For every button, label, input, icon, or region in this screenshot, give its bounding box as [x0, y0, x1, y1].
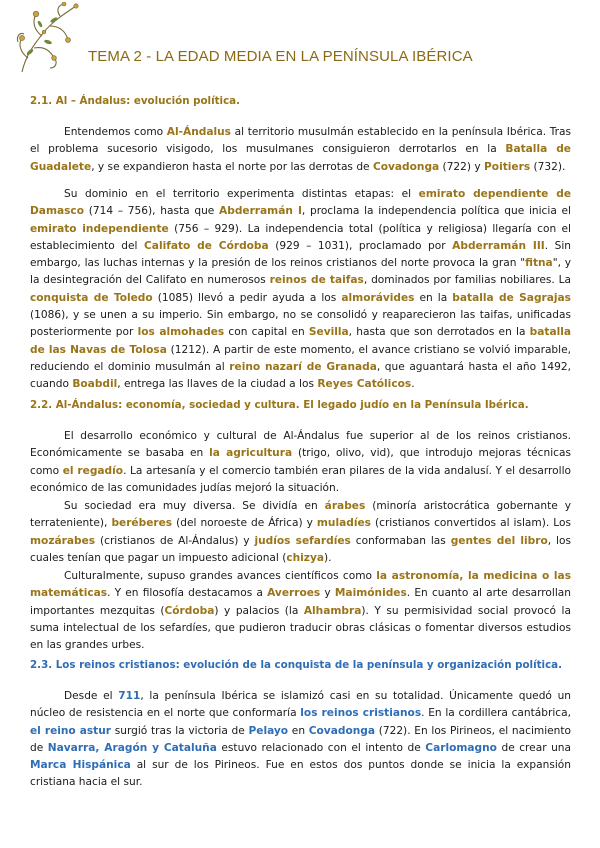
- highlight-term: Abderramán III: [452, 239, 545, 252]
- section-heading-2: 2.2. Al-Ándalus: economía, sociedad y cultura. El legado judío en la Península Ibérica.: [30, 399, 529, 411]
- section-heading-1: 2.1. Al – Ándalus: evolución política.: [30, 95, 241, 107]
- highlight-term: fitna: [525, 257, 553, 270]
- highlight-term: Córdoba: [164, 604, 215, 617]
- section-heading-3: 2.3. Los reinos cristianos: evolución de la conquista de la península y organización política.: [30, 659, 563, 671]
- paragraph-2-1: El desarrollo económico y cultural de Al-Ándalus fue superior al de los reinos cristianos. Económicamente se basaba en la agricultura (trigo, olivo, vid), que introdujo mejoras técnicas como el regadío. La artesanía y el comercio también eran pilares de la vida andalusí. Y el desarrollo económico de las comunidades judías mejoró la situación.: [30, 430, 572, 494]
- highlight-term: gentes del libro: [450, 534, 548, 547]
- highlight-term: Covadonga: [308, 724, 375, 737]
- highlight-term: batalla de las Navas de Tolosa: [30, 326, 572, 356]
- floral-ornament-icon: [14, 2, 88, 74]
- highlight-term: Covadonga: [372, 160, 440, 173]
- highlight-term: Abderramán I: [219, 205, 302, 218]
- paragraph-1-2: Su dominio en el territorio experimenta distintas etapas: el emirato dependiente de Damasco (714 – 756), hasta que Abderramán I, proclama la independencia política que inicia el emirato independiente (756 – 929). La independencia total (política y religiosa) llegaría con el establecimiento del Califato de Córdoba (929 – 1031), proclamado por Abderramán III. Sin embargo, las luchas internas y la presión de los reinos cristianos del norte provoca la gran "fitna", y la desintegración del Califato en numerosos reinos de taifas, dominados por familias nobiliares. La conquista de Toledo (1085) llevó a pedir ayuda a los almorávides en la batalla de Sagrajas (1086), y se unen a su imperio. Sin embargo, no se consolidó y reaparecieron las taifas, unificadas posteriormente por los almohades con capital en Sevilla, hasta que son derrotados en la batalla de las Navas de Tolosa (1212). A partir de este momento, el avance cristiano se volvió imparable, reduciendo el dominio musulmán al reino nazarí de Granada, que aguantará hasta el año 1492, cuando Boabdil, entrega las llaves de la ciudad a los Reyes Católicos.: [30, 188, 572, 391]
- highlight-term: reinos de taifas: [269, 274, 364, 287]
- highlight-term: Maimónides: [334, 587, 407, 600]
- highlight-term: Averroes: [267, 587, 321, 600]
- page-title: TEMA 2 - LA EDAD MEDIA EN LA PENÍNSULA IBÉRICA: [88, 48, 473, 65]
- highlight-term: Reyes Católicos: [317, 378, 412, 391]
- highlight-term: la astronomía, la medicina o las matemáticas: [30, 570, 571, 600]
- highlight-term: conquista de Toledo: [30, 291, 153, 304]
- highlight-term: Batalla de Guadalete: [30, 143, 571, 173]
- highlight-term: Marca Hispánica: [30, 759, 131, 772]
- highlight-term: Sevilla: [308, 326, 349, 339]
- highlight-term: la agricultura: [209, 447, 293, 460]
- highlight-term: judíos sefardíes: [254, 534, 351, 547]
- paragraph-2-2: Su sociedad era muy diversa. Se dividía en árabes (minoría aristocrática gobernante y terrateniente), beréberes (del noroeste de África) y muladíes (cristianos convertidos al islam). Los mozárabes (cristianos de Al-Ándalus) y judíos sefardíes conformaban las gentes del libro, los cuales tenían que pagar un impuesto adicional (chizya).: [30, 500, 572, 564]
- highlight-term: Poitiers: [484, 160, 531, 173]
- highlight-term: emirato independiente: [30, 222, 169, 235]
- highlight-term: los almohades: [137, 326, 225, 339]
- highlight-term: almorávides: [341, 291, 415, 304]
- paragraph-2-3: Culturalmente, supuso grandes avances científicos como la astronomía, la medicina o las matemáticas. Y en filosofía destacamos a Averroes y Maimónides. En cuanto al arte desarrollan importantes mezquitas (Córdoba) y palacios (la Alhambra). Y su permisividad social provocó la suma intelectual de los sefardíes, que pudieron traducir obras clásicas o fomentar diversos estudios en las grandes urbes.: [30, 570, 571, 652]
- highlight-term: Carlomagno: [425, 741, 497, 754]
- highlight-term: Califato de Córdoba: [144, 239, 269, 252]
- highlight-term: reino nazarí de Granada: [229, 360, 377, 373]
- highlight-term: muladíes: [316, 517, 371, 530]
- highlight-term: Boabdil: [72, 378, 118, 391]
- highlight-term: los reinos cristianos: [300, 707, 422, 720]
- highlight-term: mozárabes: [30, 534, 96, 547]
- paragraph-1-1: Entendemos como Al-Ándalus al territorio musulmán establecido en la península Ibérica. Tras el problema sucesorio visigodo, los musulmanes consiguieron derrotarlos en la Batalla de Guadalete, y se expandieron hasta el norte por las derrotas de Covadonga (722) y Poitiers (732).: [30, 126, 572, 173]
- highlight-term: emirato dependiente de Damasco: [30, 188, 572, 218]
- highlight-term: el reino astur: [30, 724, 112, 737]
- highlight-term: batalla de Sagrajas: [452, 291, 571, 304]
- highlight-term: beréberes: [111, 517, 173, 530]
- highlight-term: Alhambra: [303, 604, 362, 617]
- highlight-term: Navarra, Aragón y Cataluña: [47, 741, 217, 754]
- highlight-term: árabes: [324, 500, 366, 512]
- highlight-term: Pelayo: [248, 724, 289, 737]
- highlight-term: 711: [118, 690, 141, 702]
- paragraph-3-1: Desde el 711, la península Ibérica se islamizó casi en su totalidad. Únicamente quedó un núcleo de resistencia en el norte que conformaría los reinos cristianos. En la cordillera cantábrica, el reino astur surgió tras la victoria de Pelayo en Covadonga (722). En los Pirineos, el nacimiento de Navarra, Aragón y Cataluña estuvo relacionado con el intento de Carlomagno de crear una Marca Hispánica al sur de los Pirineos. Fue en estos dos puntos donde se inicia la expansión cristiana hacia el sur.: [30, 690, 572, 789]
- highlight-term: el regadío: [62, 464, 124, 477]
- highlight-term: chizya: [286, 551, 325, 564]
- highlight-term: Al-Ándalus: [166, 126, 231, 138]
